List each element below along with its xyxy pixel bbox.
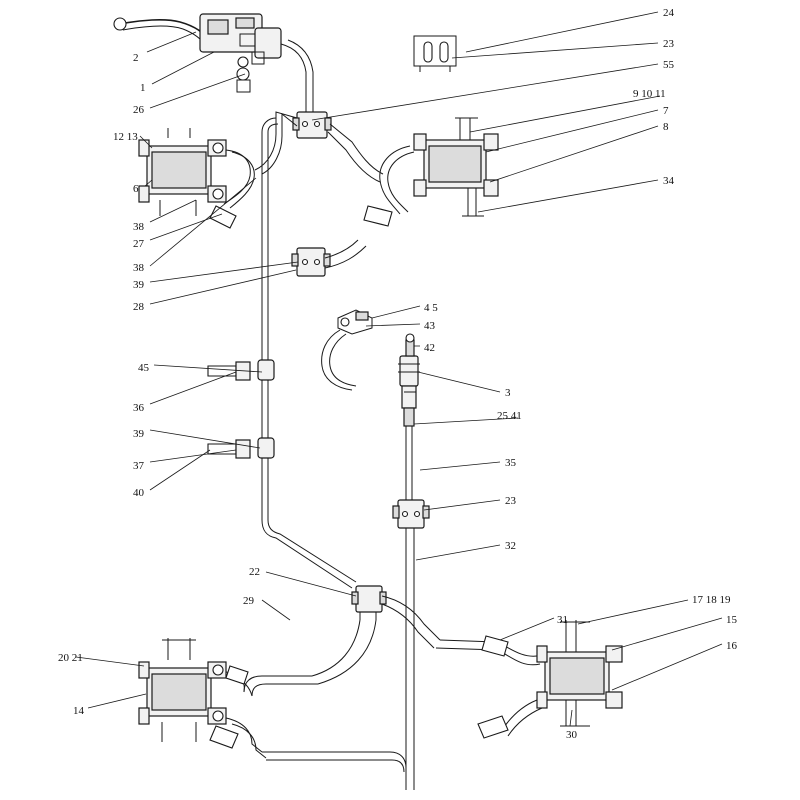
bracket-part-24 (414, 36, 456, 72)
caliper-left-front (139, 112, 297, 228)
callout-c28: 28 (133, 301, 144, 313)
callout-c22: 22 (249, 566, 260, 578)
callout-c45: 45 (138, 362, 149, 374)
callout-c29: 29 (243, 595, 254, 607)
callout-c39a: 39 (133, 279, 144, 291)
callout-c9-10-11: 9 10 11 (633, 88, 666, 100)
rear-master-cylinder (322, 310, 420, 500)
callout-c27: 27 (133, 238, 144, 250)
caliper-right-front (328, 118, 498, 226)
callout-c3: 3 (505, 387, 511, 399)
callout-c36: 36 (133, 402, 144, 414)
callout-c24: 24 (663, 7, 674, 19)
callout-c42: 42 (424, 342, 435, 354)
callout-c30: 30 (566, 729, 577, 741)
callout-c55: 55 (663, 59, 674, 71)
callout-c35: 35 (505, 457, 516, 469)
callout-c17-18-19: 17 18 19 (692, 594, 731, 606)
callout-c16: 16 (726, 640, 737, 652)
callout-c23: 23 (663, 38, 674, 50)
callout-c4-5: 4 5 (424, 302, 438, 314)
callout-c6: 6 (133, 183, 139, 195)
callout-c38a: 38 (133, 221, 144, 233)
leader-lines (76, 12, 722, 726)
splitter-block (244, 586, 440, 696)
callout-c32: 32 (505, 540, 516, 552)
callout-c20-21: 20 21 (58, 652, 83, 664)
callout-c39b: 39 (133, 428, 144, 440)
master-cylinder-assembly (114, 14, 313, 112)
callout-c15: 15 (726, 614, 737, 626)
callout-c14: 14 (73, 705, 84, 717)
callout-c43: 43 (424, 320, 435, 332)
callout-c8: 8 (663, 121, 669, 133)
main-hose-run (262, 118, 356, 588)
callout-c40: 40 (133, 487, 144, 499)
callout-c26: 26 (133, 104, 144, 116)
caliper-left-rear (139, 638, 406, 772)
callout-c23b: 23 (505, 495, 516, 507)
caliper-right-rear (436, 620, 622, 738)
hose-clamps-left (208, 360, 274, 458)
callout-c1: 1 (140, 82, 146, 94)
junction-block-top (293, 112, 331, 138)
callout-c37: 37 (133, 460, 144, 472)
callout-c34: 34 (663, 175, 674, 187)
callout-c38b: 38 (133, 262, 144, 274)
junction-block-mid (292, 240, 366, 276)
callout-c2: 2 (133, 52, 139, 64)
callout-c7: 7 (663, 105, 669, 117)
callout-c25-41: 25 41 (497, 410, 522, 422)
callout-c12-13: 12 13 (113, 131, 138, 143)
junction-block-lower (393, 500, 429, 790)
callout-c31: 31 (557, 614, 568, 626)
